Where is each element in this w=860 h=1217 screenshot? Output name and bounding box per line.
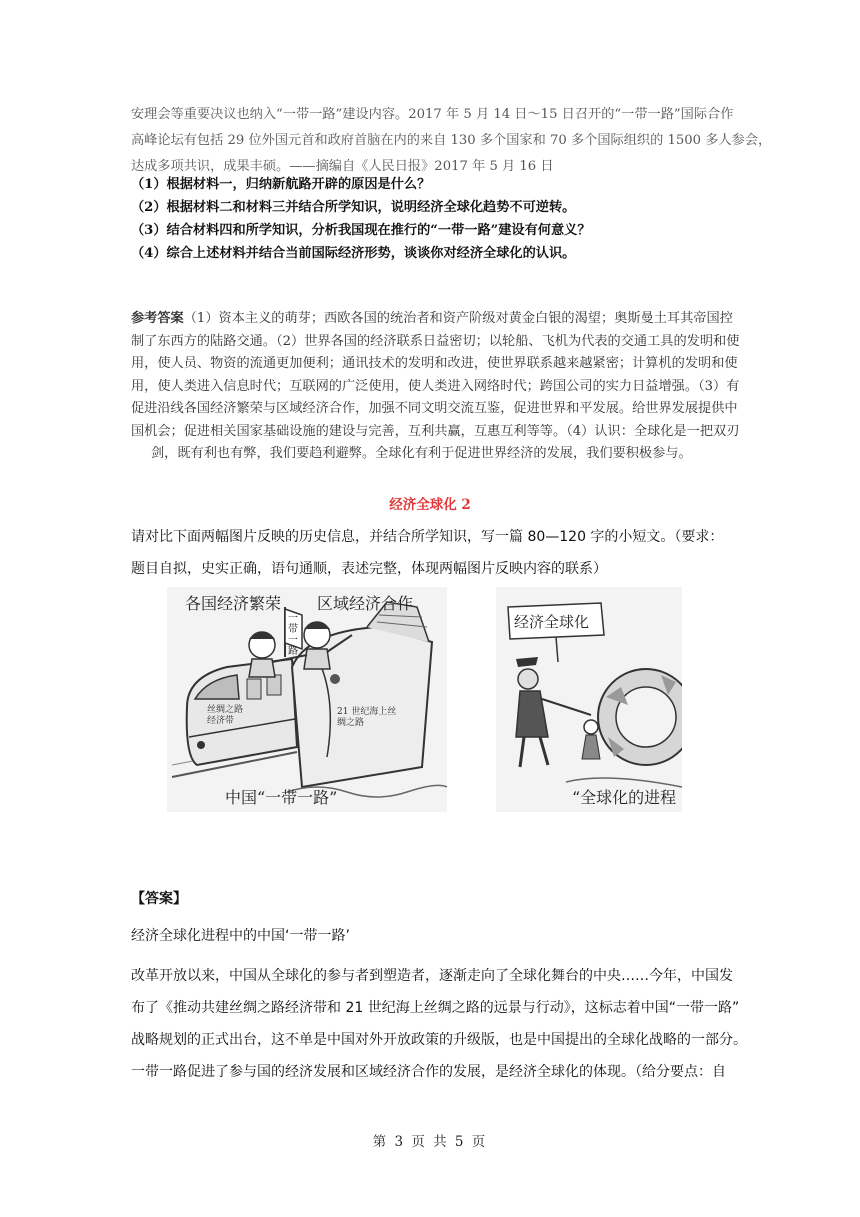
reference-line: 制了东西方的陆路交通。（2）世界各国的经济联系日益密切；以轮船、飞机为代表的交通工具的发明和使 bbox=[131, 333, 740, 349]
answer-line: 布了《推动共建丝绸之路经济带和 21 世纪海上丝绸之路的远景与行动》，这标志着中国“一带一路” bbox=[131, 1000, 740, 1016]
material-line: 安理会等重要决议也纳入“一带一路”建设内容。2017 年 5 月 14 日～15 日召开的“一带一路”国际合作 bbox=[131, 107, 734, 122]
question-item: （3）结合材料四和所学知识，分析我国现在推行的“一带一路”建设有何意义？ bbox=[131, 223, 591, 238]
section-title: 经济全球化 2 bbox=[389, 497, 471, 513]
reference-line: 用，使人员、物资的流通更加便利；通讯技术的发明和改进，使世界联系越来越紧密；计算机的发明和使 bbox=[131, 356, 738, 371]
sign-globalization: 经济全球化 bbox=[514, 613, 590, 631]
reference-line: 剑，既有利也有弊，我们要趋利避弊。全球化有利于促进世界经济的发展，我们要积极参与。 bbox=[151, 446, 692, 461]
label-prosperity: 各国经济繁荣 bbox=[185, 594, 282, 613]
page-number: 第 3 页 共 5 页 bbox=[372, 1134, 488, 1150]
answer-body bbox=[131, 960, 747, 1088]
reference-line: 促进沿线各国经济繁荣与区域经济合作，加强不同文明交流互鉴，促进世界和平发展。给世界发展提供中 bbox=[131, 401, 738, 416]
section-prompt bbox=[131, 521, 723, 585]
question-item: （1）根据材料一，归纳新航路开辟的原因是什么？ bbox=[131, 177, 431, 192]
reference-label: 参考答案 bbox=[131, 311, 184, 326]
material-line: 达成多项共识，成果丰硕。——摘编自《人民日报》2017 年 5 月 16 日 bbox=[131, 159, 554, 174]
ship-text: 21 世纪海上丝绸之路 bbox=[337, 707, 397, 728]
question-list bbox=[131, 173, 591, 265]
flag-text: 一带一路 bbox=[288, 613, 298, 657]
answer-title: 经济全球化进程中的中国‘一带一路’ bbox=[131, 928, 350, 944]
label-regional-cooperation: 区域经济合作 bbox=[317, 594, 414, 613]
material-text bbox=[131, 104, 771, 178]
prompt-line: 题目自拟，史实正确，语句通顺，表述完整，体现两幅图片反映内容的联系） bbox=[131, 561, 607, 577]
prompt-line: 请对比下面两幅图片反映的历史信息，并结合所学知识，写一篇 80—120 字的小短文。（要求： bbox=[131, 529, 724, 545]
caption-globalization: “全球化的进程 bbox=[572, 788, 677, 807]
reference-line-1: 参考答案（1）资本主义的萌芽；西欧各国的统治者和资产阶级对黄金白银的渴望；奥斯曼土耳其帝国控 bbox=[131, 311, 733, 326]
caption-belt-and-road: 中国“一带一路” bbox=[225, 788, 338, 807]
reference-line: 用，使人类进入信息时代；互联网的广泛使用，使人类进入网络时代；跨国公司的实力日益增强。（3）有 bbox=[131, 378, 740, 394]
question-item: （4）综合上述材料并结合当前国际经济形势，谈谈你对经济全球化的认识。 bbox=[131, 246, 576, 261]
answer-label: 【答案】 bbox=[131, 891, 187, 907]
material-line: 高峰论坛有包括 29 位外国元首和政府首脑在内的来自 130 多个国家和 70 多个国际组织的 1500 多人参会， bbox=[131, 133, 772, 148]
answer-line: 改革开放以来，中国从全球化的参与者到塑造者，逐渐走向了全球化舞台的中央……今年，中国发 bbox=[131, 968, 733, 984]
reference-answer bbox=[131, 308, 741, 466]
cartoon-belt-and-road bbox=[167, 587, 447, 812]
question-item: （2）根据材料二和材料三并结合所学知识，说明经济全球化趋势不可逆转。 bbox=[131, 200, 576, 215]
cartoon-globalization bbox=[496, 587, 682, 812]
train-text: 丝绸之路经济带 bbox=[207, 705, 244, 726]
cartoon-drawing bbox=[167, 587, 447, 812]
answer-line: 战略规划的正式出台，这不单是中国对外开放政策的升级版，也是中国提出的全球化战略的一部分。 bbox=[131, 1032, 747, 1048]
answer-line: 一带一路促进了参与国的经济发展和区域经济合作的发展，是经济全球化的体现。（给分要点：自 bbox=[131, 1064, 726, 1080]
reference-line: 国机会；促进相关国家基础设施的建设与完善，互利共赢，互惠互利等等。（4）认识：全球化是一把双刃 bbox=[131, 423, 740, 439]
